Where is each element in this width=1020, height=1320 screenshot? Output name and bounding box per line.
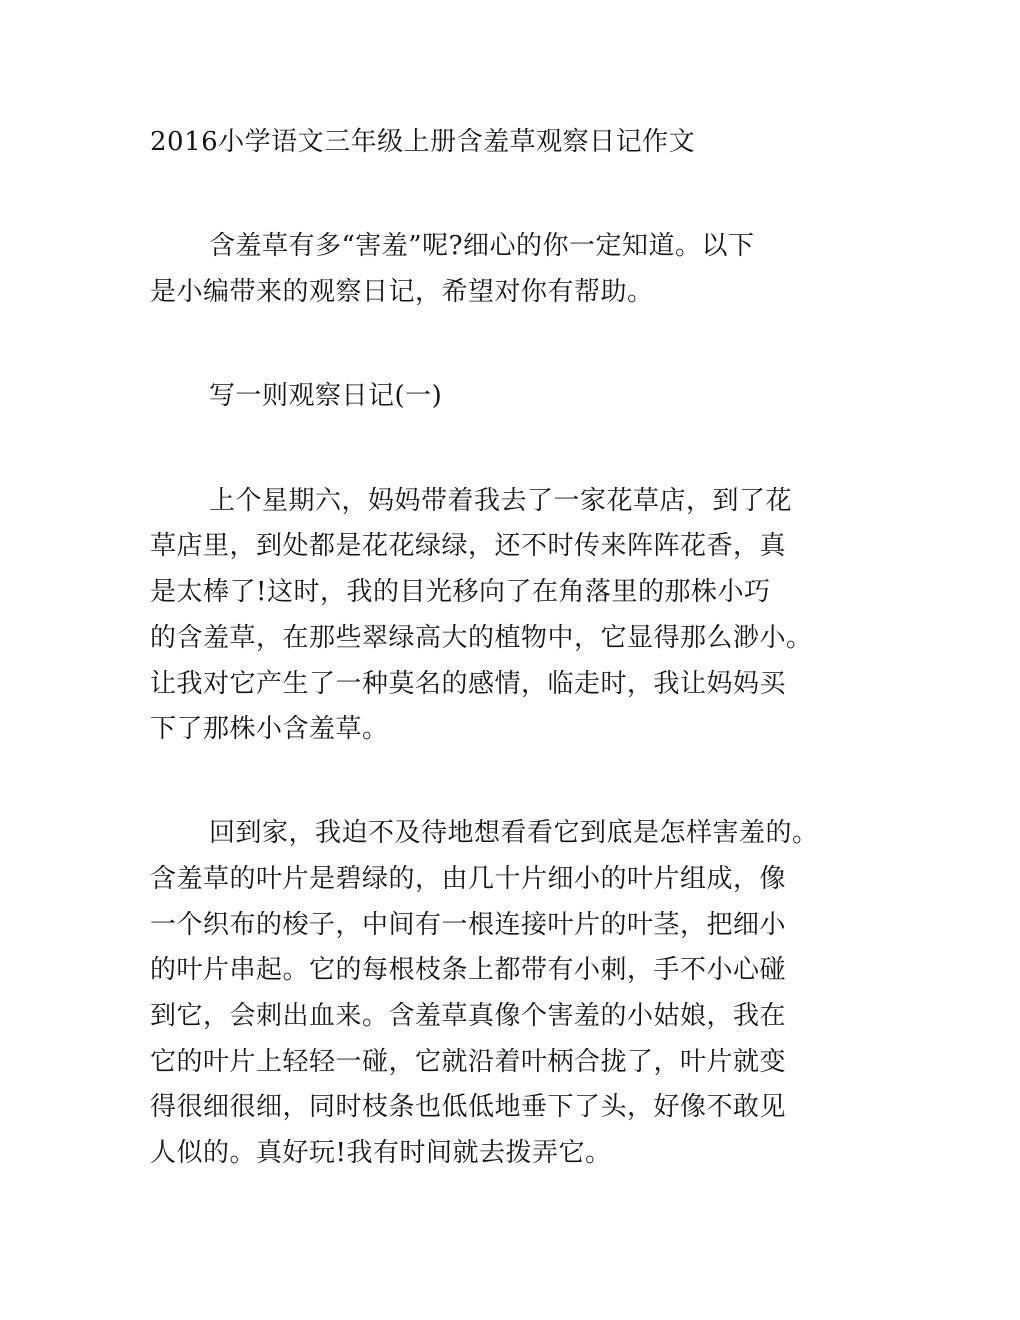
paragraph1-line-3: 是太棒了!这时，我的目光移向了在角落里的那株小巧	[150, 577, 771, 607]
intro-line-1: 含羞草有多“害羞”呢?细心的你一定知道。以下	[209, 231, 755, 261]
section-heading: 写一则观察日记(一)	[209, 381, 443, 411]
paragraph2-line-6: 它的叶片上轻轻一碰，它就沿着叶柄合拢了，叶片就变	[150, 1047, 787, 1077]
paragraph2-line-8: 人似的。真好玩!我有时间就去拨弄它。	[150, 1138, 612, 1168]
intro-line-2: 是小编带来的观察日记，希望对你有帮助。	[150, 277, 654, 307]
paragraph1-line-6: 下了那株小含羞草。	[150, 714, 389, 744]
paragraph2-line-2: 含羞草的叶片是碧绿的，由几十片细小的叶片组成，像	[150, 864, 787, 894]
paragraph1-line-1: 上个星期六，妈妈带着我去了一家花草店，到了花	[209, 486, 793, 516]
paragraph1-line-5: 让我对它产生了一种莫名的感情，临走时，我让妈妈买	[150, 669, 787, 699]
paragraph1-line-4: 的含羞草，在那些翠绿高大的植物中，它显得那么渺小。	[150, 623, 813, 653]
paragraph2-line-1: 回到家，我迫不及待地想看看它到底是怎样害羞的。	[209, 818, 819, 848]
paragraph2-line-7: 得很细很细，同时枝条也低低地垂下了头，好像不敢见	[150, 1092, 787, 1122]
paragraph2-line-4: 的叶片串起。它的每根枝条上都带有小刺，手不小心碰	[150, 955, 787, 985]
document-title: 2016小学语文三年级上册含羞草观察日记作文	[150, 127, 696, 157]
paragraph1-line-2: 草店里，到处都是花花绿绿，还不时传来阵阵花香，真	[150, 531, 787, 561]
paragraph2-line-3: 一个织布的梭子，中间有一根连接叶片的叶茎，把细小	[150, 910, 787, 940]
paragraph2-line-5: 到它，会刺出血来。含羞草真像个害羞的小姑娘，我在	[150, 1001, 787, 1031]
